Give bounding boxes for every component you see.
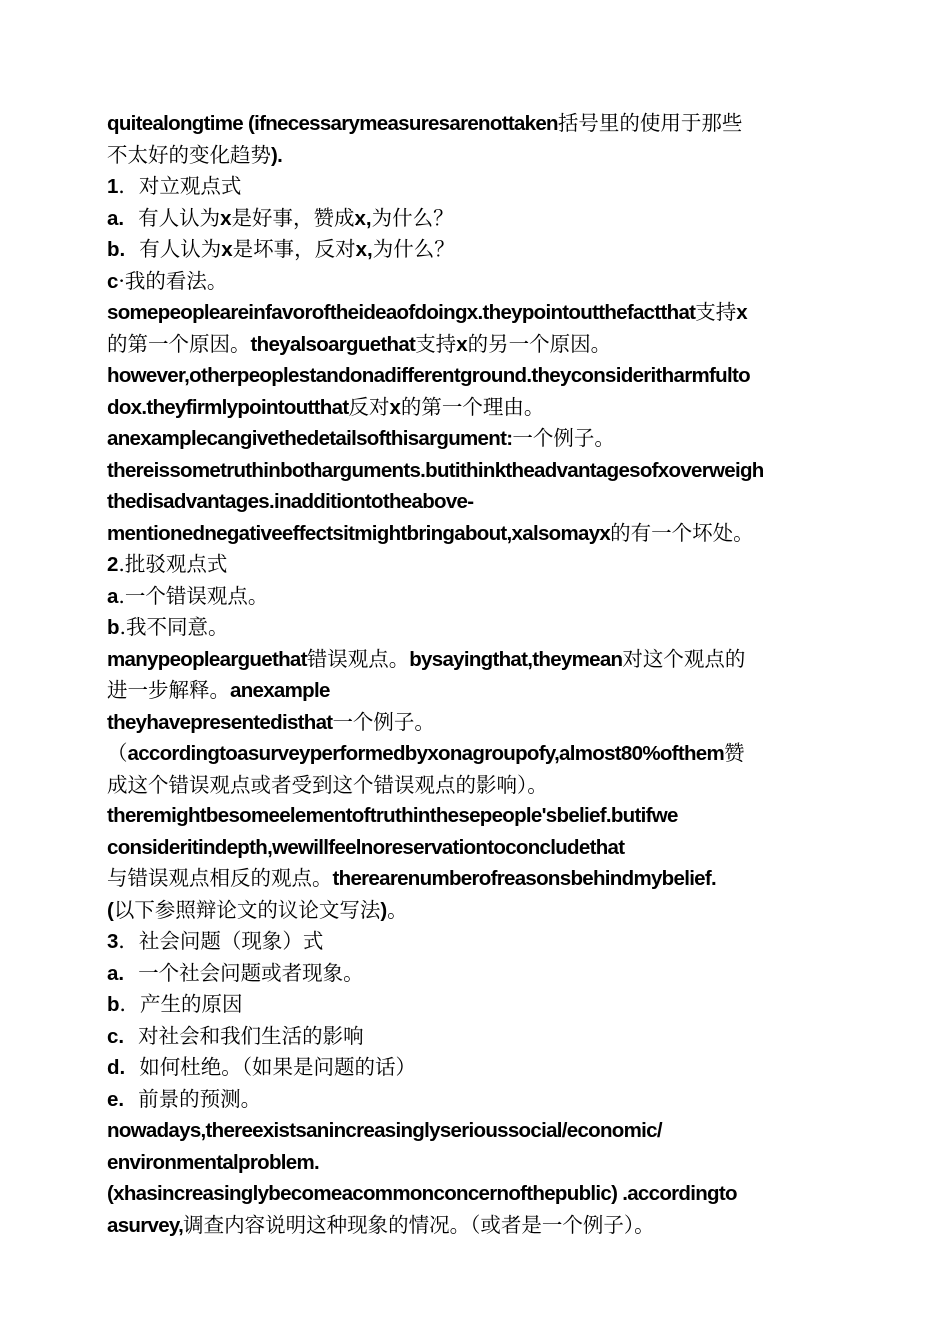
text-line: consideritindepth,wewillfeelnoreservationtoconcludethat: [107, 835, 625, 859]
text-line: 进一步解释。anexample: [107, 678, 330, 702]
list-item: a. 有人认为x是好事，赞成x,为什么？: [107, 205, 454, 230]
text-line: asurvey,调查内容说明这种现象的情况。（或者是一个例子）。: [107, 1212, 655, 1237]
text-line: thereissometruthinbotharguments.butithinktheadvantagesofxoverweigh: [107, 458, 764, 482]
text-line: environmentalproblem.: [107, 1150, 319, 1174]
list-item: a. 一个社会问题或者现象。: [107, 960, 364, 985]
text-line: thedisadvantages.inadditiontotheabove-: [107, 490, 474, 513]
text-line: however,otherpeoplestandonadifferentground.theyconsideritharmfulto: [107, 364, 750, 387]
list-item: d. 如何杜绝。（如果是问题的话）: [107, 1055, 416, 1079]
text-line: (xhasincreasinglybecomeacommonconcernofthepublic) .accordingto: [107, 1182, 737, 1205]
text-line: 不太好的变化趋势).: [107, 142, 283, 167]
list-item: b．产生的原因: [107, 992, 243, 1016]
list-item: b.我不同意。: [107, 615, 229, 639]
document-body: [107, 108, 847, 1241]
text-line: 的第一个原因。theyalsoarguethat支持x的另一个原因。: [107, 331, 612, 356]
section-heading: 1．对立观点式: [107, 174, 242, 198]
section-heading: 3．社会问题（现象）式: [107, 929, 324, 953]
text-line: nowadays,thereexistsanincreasinglyserioussocial/economic/: [107, 1119, 662, 1142]
list-item: c. 对社会和我们生活的影响: [107, 1023, 364, 1048]
text-line: quitealongtime (ifnecessarymeasuresarenottaken括号里的使用于那些: [107, 111, 743, 135]
text-line: 成这个错误观点或者受到这个错误观点的影响）。: [107, 772, 548, 797]
text-line: mentionednegativeeffectsitmightbringabout,xalsomayx的有一个坏处。: [107, 520, 754, 545]
text-line: 与错误观点相反的观点。therearenumberofreasonsbehindmybelief.: [107, 866, 717, 890]
list-item: b. 有人认为x是坏事，反对x,为什么？: [107, 237, 455, 261]
text-line: dox.theyfirmlypointoutthat反对x的第一个理由。: [107, 394, 545, 419]
list-item: a.一个错误观点。: [107, 583, 269, 608]
text-line: theremightbesomeelementoftruthinthesepeople'sbelief.butifwe: [107, 804, 678, 827]
text-line: (以下参照辩论文的议论文写法)。: [107, 897, 408, 922]
text-line: theyhavepresentedisthat一个例子。: [107, 709, 435, 734]
text-line: somepeopleareinfavoroftheideaofdoingx.theypointoutthefactthat支持x: [107, 300, 748, 324]
section-heading: 2.批驳观点式: [107, 552, 228, 576]
list-item: e. 前景的预测。: [107, 1086, 262, 1111]
list-item: c·我的看法。: [107, 268, 228, 293]
text-line: manypeoplearguethat错误观点。bysayingthat,theymean对这个观点的: [107, 646, 746, 671]
text-line: （accordingtoasurveyperformedbyxonagroupofy,almost80%ofthem赞: [107, 741, 745, 765]
text-line: anexamplecangivethedetailsofthisargument:一个例子。: [107, 426, 615, 450]
